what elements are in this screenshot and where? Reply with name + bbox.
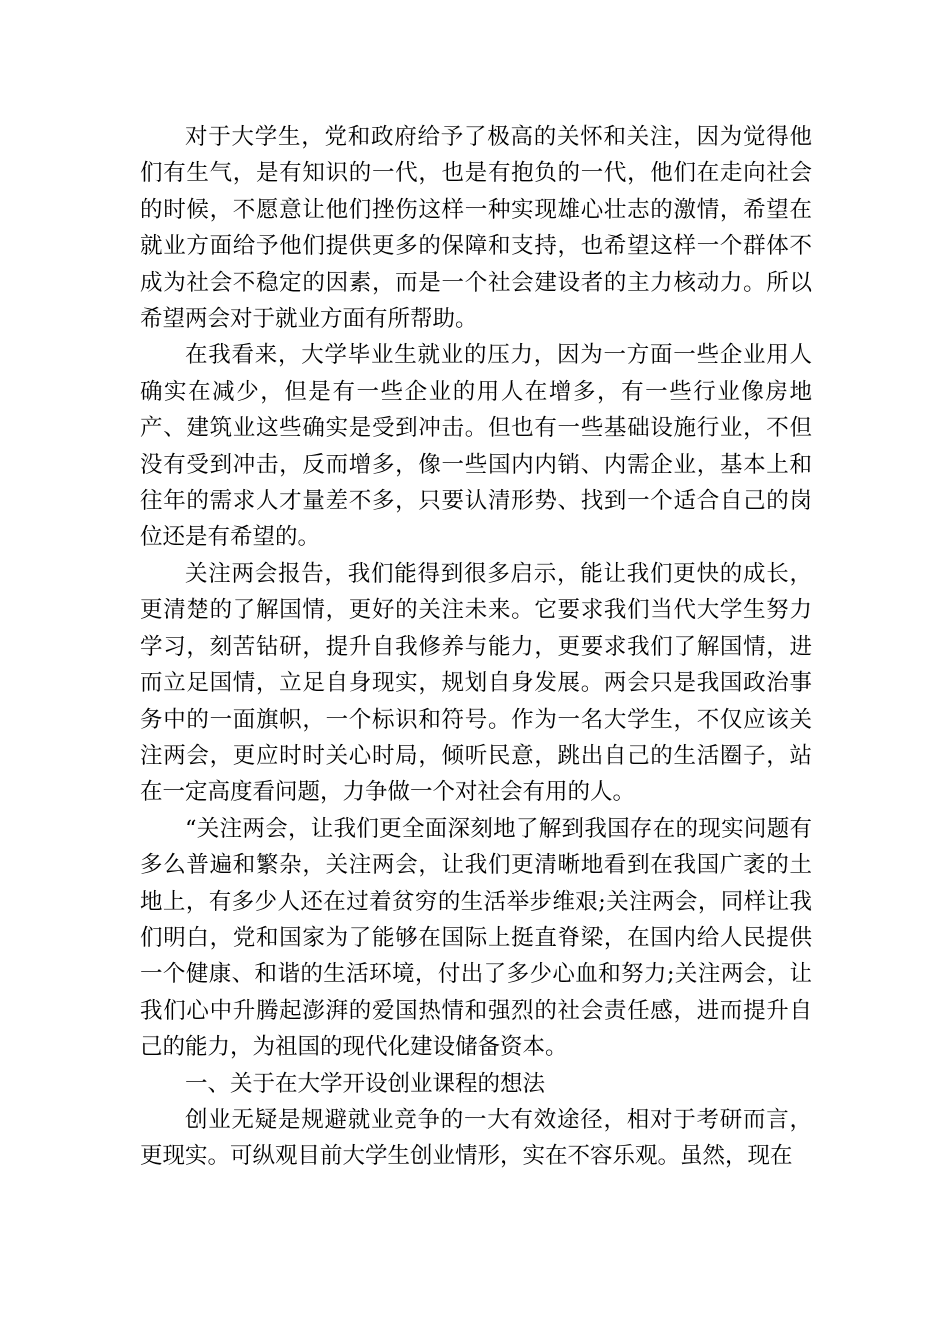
- paragraph-2: 在我看来，大学毕业生就业的压力，因为一方面一些企业用人确实在减少，但是有一些企业的用人在增多，有一些行业像房地产、建筑业这些确实是受到冲击。但也有一些基础设施行业，不但没有受到冲击，反而增多，像一些国内内销、内需企业，基本上和往年的需求人才量差不多，只要认清形势、找到一个适合自己的岗位还是有希望的。: [140, 342, 812, 551]
- section-heading: 一、关于在大学开设创业课程的想法: [185, 1070, 546, 1097]
- document-page: [140, 119, 812, 1175]
- paragraph-4-quote: “关注两会，让我们更全面深刻地了解到我国存在的现实问题有多么普遍和繁杂，关注两会，让我们更清晰地看到在我国广袤的土地上，有多少人还在过着贫穷的生活举步维艰;关注两会，同样让我们明白，党和国家为了能够在国际上挺直脊梁，在国内给人民提供一个健康、和谐的生活环境，付出了多少心血和努力;关注两会，让我们心中升腾起澎湃的爱国热情和强烈的社会责任感，进而提升自己的能力，为祖国的现代化建设储备资本。: [140, 815, 812, 1061]
- paragraph-3: 关注两会报告，我们能得到很多启示，能让我们更快的成长，更清楚的了解国情，更好的关注未来。它要求我们当代大学生努力学习，刻苦钻研，提升自我修养与能力，更要求我们了解国情，进而立足国情，立足自身现实，规划自身发展。两会只是我国政治事务中的一面旗帜，一个标识和符号。作为一名大学生，不仅应该关注两会，更应时时关心时局，倾听民意，跳出自己的生活圈子，站在一定高度看问题，力争做一个对社会有用的人。: [140, 560, 812, 806]
- paragraph-1: 对于大学生，党和政府给予了极高的关怀和关注，因为觉得他们有生气，是有知识的一代，也是有抱负的一代，他们在走向社会的时候，不愿意让他们挫伤这样一种实现雄心壮志的激情，希望在就业方面给予他们提供更多的保障和支持，也希望这样一个群体不成为社会不稳定的因素，而是一个社会建设者的主力核动力。所以希望两会对于就业方面有所帮助。: [140, 124, 812, 333]
- paragraph-5: 创业无疑是规避就业竞争的一大有效途径，相对于考研而言，更现实。可纵观目前大学生创业情形，实在不容乐观。虽然，现在: [140, 1106, 812, 1170]
